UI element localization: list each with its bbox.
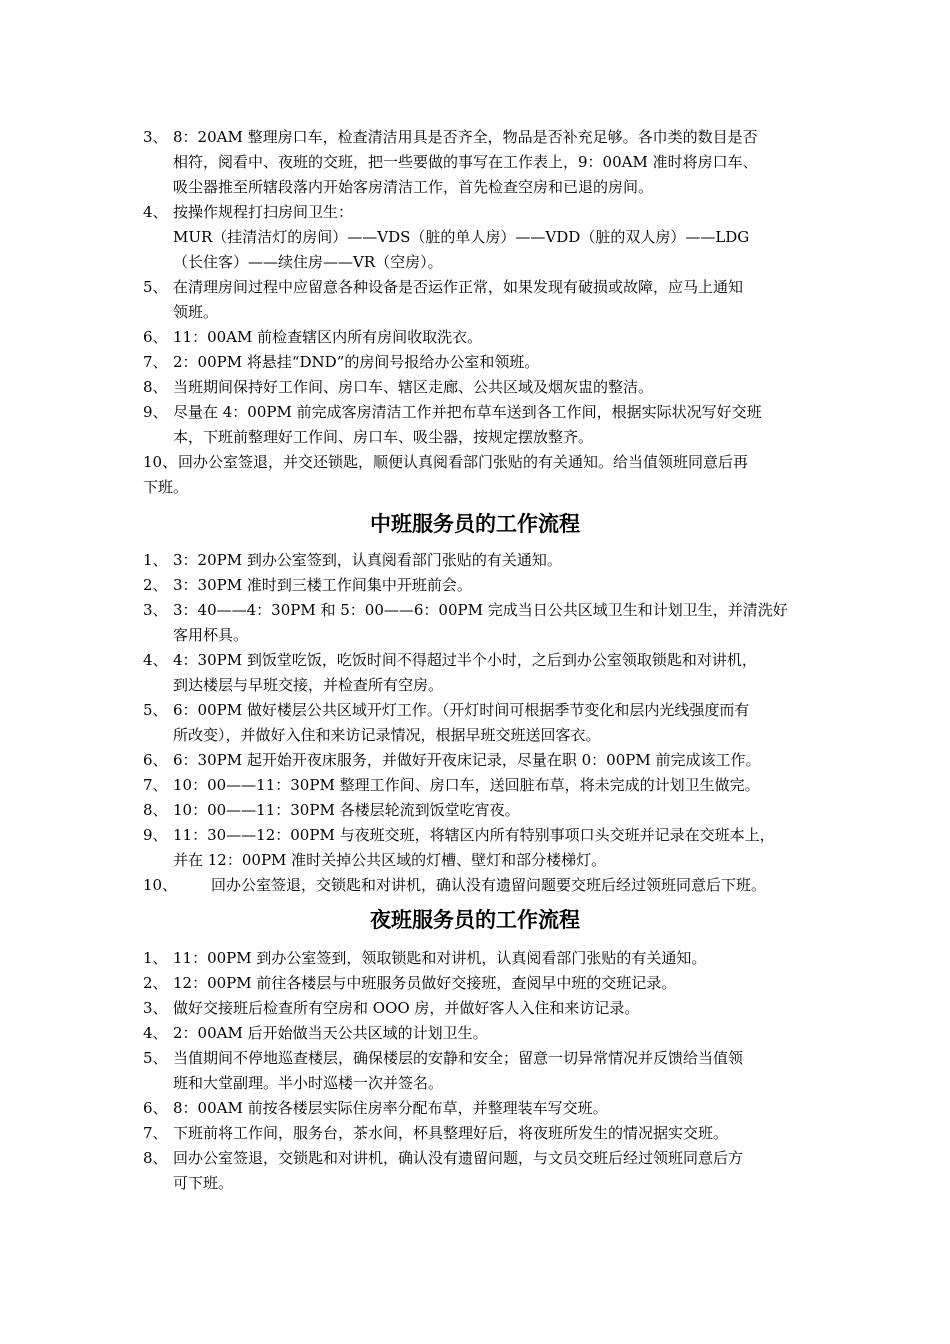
item-number: 7、 [143, 353, 168, 371]
item-text-line: 12：00PM 前往各楼层与中班服务员做好交接班，查阅早中班的交班记录。 [173, 974, 677, 992]
item-number: 6、 [143, 328, 168, 346]
item-text-line: （长住客）——续住房——VR（空房）。 [173, 253, 443, 271]
item-text-line: 6：00PM 做好楼层公共区域开灯工作。（开灯时间可根据季节变化和层内光线强度而有 [173, 701, 750, 719]
item-number: 8、 [143, 378, 168, 396]
item-text-line: 客用杯具。 [173, 626, 249, 644]
item-text-line: 按操作规程打扫房间卫生： [173, 203, 354, 221]
item-text-line: 可下班。 [173, 1174, 234, 1192]
item-number: 7、 [143, 1124, 168, 1142]
item-number: 5、 [143, 701, 168, 719]
item-text-line: 8：20AM 整理房口车，检查清洁用具是否齐全，物品是否补充足够。各巾类的数目是否 [173, 128, 758, 146]
item-number: 8、 [143, 801, 168, 819]
item-number: 8、 [143, 1149, 168, 1167]
item-number: 4、 [143, 1024, 168, 1042]
item-number: 9、 [143, 826, 168, 844]
item-number: 6、 [143, 1099, 168, 1117]
item-text-line: 班和大堂副理。半小时巡楼一次并签名。 [173, 1074, 444, 1092]
item-number: 10、 [143, 876, 178, 894]
section-heading: 夜班服务员的工作流程 [370, 908, 580, 932]
item-number: 10、 [143, 453, 178, 471]
item-text-line: 下班。 [143, 478, 189, 496]
item-text-line: 11：00PM 到办公室签到，领取锁匙和对讲机，认真阅看部门张贴的有关通知。 [173, 949, 707, 967]
item-number: 4、 [143, 651, 168, 669]
item-number: 1、 [143, 949, 168, 967]
item-number: 9、 [143, 403, 168, 421]
item-text-line: 回办公室签退，交锁匙和对讲机，确认没有遗留问题，与文员交班后经过领班同意后方 [173, 1149, 744, 1167]
item-text-line: 4：30PM 到饭堂吃饭，吃饭时间不得超过半个小时，之后到办公室领取锁匙和对讲机， [173, 651, 757, 669]
item-text-line: 在清理房间过程中应留意各种设备是否运作正常，如果发现有破损或故障，应马上通知 [173, 278, 744, 296]
item-number: 2、 [143, 576, 168, 594]
item-text-line: 10：00——11：30PM 各楼层轮流到饭堂吃宵夜。 [173, 801, 520, 819]
item-text-line: 当值期间不停地巡查楼层，确保楼层的安静和安全；留意一切异常情况并反馈给当值领 [173, 1049, 744, 1067]
item-text-line: 6：30PM 起开始开夜床服务，并做好开夜床记录，尽量在职 0：00PM 前完成该工作。 [173, 751, 761, 769]
item-text-line: MUR（挂清洁灯的房间）——VDS（脏的单人房）——VDD（脏的双人房）——LDG [173, 228, 750, 246]
item-text-line: 吸尘器推至所辖段落内开始客房清洁工作，首先检查空房和已退的房间。 [173, 178, 654, 196]
item-number: 3、 [143, 999, 168, 1017]
item-text-line: 回办公室签退，交锁匙和对讲机，确认没有遗留问题要交班后经过领班同意后下班。 [211, 876, 767, 894]
item-text-line: 3：40——4：30PM 和 5：00——6：00PM 完成当日公共区域卫生和计划卫生，并清洗好 [173, 601, 788, 619]
item-text-line: 回办公室签退，并交还锁匙，顺便认真阅看部门张贴的有关通知。给当值领班同意后再 [178, 453, 749, 471]
item-text-line: 下班前将工作间，服务台，茶水间，杯具整理好后，将夜班所发生的情况据实交班。 [173, 1124, 729, 1142]
item-number: 5、 [143, 1049, 168, 1067]
item-text-line: 10：00——11：30PM 整理工作间、房口车，送回脏布草，将未完成的计划卫生做完。 [173, 776, 760, 794]
item-text-line: 11：30——12：00PM 与夜班交班，将辖区内所有特别事项口头交班并记录在交班本上， [173, 826, 775, 844]
item-text-line: 8：00AM 前按各楼层实际住房率分配布草，并整理装车写交班。 [173, 1099, 608, 1117]
item-text-line: 11：00AM 前检查辖区内所有房间收取洗衣。 [173, 328, 483, 346]
item-text-line: 2：00PM 将悬挂“DND”的房间号报给办公室和领班。 [173, 353, 540, 371]
item-text-line: 尽量在 4：00PM 前完成客房清洁工作并把布草车送到各工作间，根据实际状况写好交班 [173, 403, 762, 421]
item-text-line: 所改变），并做好入住和来访记录情况，根据早班交班送回客衣。 [173, 726, 601, 744]
item-number: 5、 [143, 278, 168, 296]
section-heading: 中班服务员的工作流程 [370, 512, 580, 536]
item-text-line: 到达楼层与早班交接，并检查所有空房。 [173, 676, 444, 694]
item-number: 7、 [143, 776, 168, 794]
item-number: 6、 [143, 751, 168, 769]
item-number: 4、 [143, 203, 168, 221]
item-text-line: 3：30PM 准时到三楼工作间集中开班前会。 [173, 576, 472, 594]
item-text-line: 本，下班前整理好工作间、房口车、吸尘器，按规定摆放整齐。 [173, 428, 594, 446]
item-text-line: 并在 12：00PM 准时关掉公共区域的灯槽、壁灯和部分楼梯灯。 [173, 851, 607, 869]
item-text-line: 2：00AM 后开始做当天公共区域的计划卫生。 [173, 1024, 488, 1042]
item-text-line: 领班。 [173, 303, 219, 321]
item-text-line: 当班期间保持好工作间、房口车、辖区走廊、公共区域及烟灰盅的整洁。 [173, 378, 654, 396]
item-number: 3、 [143, 601, 168, 619]
item-text-line: 做好交接班后检查所有空房和 OOO 房，并做好客人入住和来访记录。 [173, 999, 640, 1017]
item-text-line: 相符，阅看中、夜班的交班，把一些要做的事写在工作表上，9：00AM 准时将房口车、 [173, 153, 758, 171]
item-number: 1、 [143, 551, 168, 569]
item-number: 2、 [143, 974, 168, 992]
item-text-line: 3：20PM 到办公室签到，认真阅看部门张贴的有关通知。 [173, 551, 562, 569]
item-number: 3、 [143, 128, 168, 146]
